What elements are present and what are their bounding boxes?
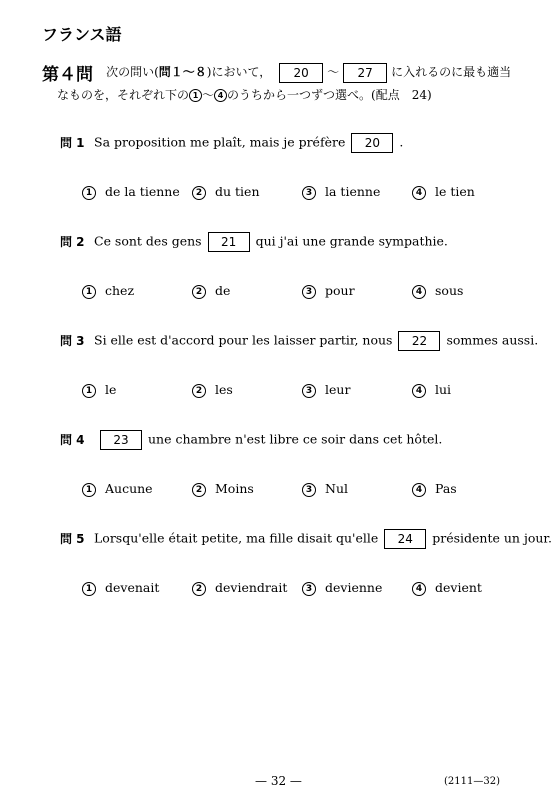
choice-text: du tien bbox=[215, 184, 260, 199]
instruction-pre: 次の問い( bbox=[106, 65, 159, 79]
item-text-after: . bbox=[399, 134, 404, 150]
item-5-prompt bbox=[60, 529, 552, 549]
choice-text: Pas bbox=[435, 481, 457, 496]
circled-number-icon: 3 bbox=[302, 186, 316, 200]
circled-number-icon: 4 bbox=[412, 285, 426, 299]
question-header bbox=[42, 60, 511, 85]
choice-text: de bbox=[215, 283, 231, 298]
circled-number-icon: 2 bbox=[192, 186, 206, 200]
item-text-before: Ce sont des gens bbox=[94, 233, 202, 249]
line2-pre: なものを，それぞれ下の bbox=[57, 88, 190, 102]
choice-2[interactable] bbox=[192, 283, 230, 299]
item-label: 問 5 bbox=[60, 531, 85, 546]
choice-text: Moins bbox=[215, 481, 254, 496]
answer-box: 20 bbox=[351, 133, 393, 153]
choice-text: la tienne bbox=[325, 184, 381, 199]
choice-4[interactable] bbox=[412, 481, 457, 497]
item-label: 問 2 bbox=[60, 234, 85, 249]
page-code: (2111—32) bbox=[444, 776, 500, 787]
item-3-prompt bbox=[60, 331, 538, 351]
choice-text: les bbox=[215, 382, 233, 397]
page-number: — 32 — bbox=[255, 774, 302, 788]
choice-3[interactable] bbox=[302, 382, 350, 398]
item-text-after: qui j'ai une grande sympathie. bbox=[255, 233, 448, 249]
choice-4[interactable] bbox=[412, 580, 482, 596]
choice-1[interactable] bbox=[82, 283, 134, 299]
circled-number-icon: 2 bbox=[192, 483, 206, 497]
circled-number-icon: 1 bbox=[189, 89, 202, 102]
choice-1[interactable] bbox=[82, 382, 116, 398]
circled-number-icon: 1 bbox=[82, 483, 96, 497]
item-text-before: Sa proposition me plaît, mais je préfère bbox=[94, 134, 346, 150]
choice-2[interactable] bbox=[192, 481, 254, 497]
circled-number-icon: 4 bbox=[214, 89, 227, 102]
line2-post: のうちから一つずつ選べ。(配点 24) bbox=[227, 88, 432, 102]
choice-text: lui bbox=[435, 382, 452, 397]
question-number: 第４問 bbox=[42, 65, 93, 85]
answer-box: 21 bbox=[208, 232, 250, 252]
circled-number-icon: 3 bbox=[302, 483, 316, 497]
choice-text: chez bbox=[105, 283, 135, 298]
line2-tilde: ～ bbox=[202, 88, 215, 102]
subject-title: フランス語 bbox=[42, 25, 122, 44]
item-label: 問 3 bbox=[60, 333, 85, 348]
answer-box: 22 bbox=[398, 331, 440, 351]
choice-3[interactable] bbox=[302, 283, 355, 299]
item-text-after: sommes aussi. bbox=[446, 332, 539, 348]
question-instruction-line2 bbox=[57, 86, 432, 103]
choice-1[interactable] bbox=[82, 580, 159, 596]
item-2-prompt bbox=[60, 232, 448, 252]
question-instruction bbox=[106, 65, 511, 79]
answer-box-start: 20 bbox=[279, 63, 323, 83]
choice-text: Nul bbox=[325, 481, 348, 496]
answer-box: 24 bbox=[384, 529, 426, 549]
choice-3[interactable] bbox=[302, 184, 380, 200]
choice-2[interactable] bbox=[192, 382, 233, 398]
choice-text: deviendrait bbox=[215, 580, 288, 595]
instruction-range: 問１～８ bbox=[158, 65, 207, 79]
choice-1[interactable] bbox=[82, 184, 180, 200]
choice-2[interactable] bbox=[192, 184, 260, 200]
circled-number-icon: 3 bbox=[302, 285, 316, 299]
answer-box: 23 bbox=[100, 430, 142, 450]
choice-text: devenait bbox=[105, 580, 160, 595]
choice-text: Aucune bbox=[105, 481, 153, 496]
circled-number-icon: 1 bbox=[82, 582, 96, 596]
item-text-after: présidente un jour. bbox=[432, 530, 552, 546]
circled-number-icon: 3 bbox=[302, 384, 316, 398]
circled-number-icon: 2 bbox=[192, 384, 206, 398]
item-text-after: une chambre n'est libre ce soir dans cet hôtel. bbox=[148, 431, 443, 447]
choice-text: le bbox=[105, 382, 117, 397]
choice-4[interactable] bbox=[412, 184, 475, 200]
choice-2[interactable] bbox=[192, 580, 287, 596]
item-4-prompt bbox=[60, 430, 442, 450]
circled-number-icon: 2 bbox=[192, 582, 206, 596]
choice-text: devient bbox=[435, 580, 482, 595]
answer-box-end: 27 bbox=[343, 63, 387, 83]
choice-text: devienne bbox=[325, 580, 383, 595]
item-label: 問 4 bbox=[60, 432, 85, 447]
item-text-before: Lorsqu'elle était petite, ma fille disait qu'elle bbox=[94, 530, 379, 546]
choice-4[interactable] bbox=[412, 382, 451, 398]
circled-number-icon: 4 bbox=[412, 384, 426, 398]
instruction-post: に入れるのに最も適当 bbox=[391, 65, 512, 79]
choice-3[interactable] bbox=[302, 580, 382, 596]
circled-number-icon: 2 bbox=[192, 285, 206, 299]
instruction-mid: )において， bbox=[206, 65, 272, 79]
choice-text: pour bbox=[325, 283, 355, 298]
choice-1[interactable] bbox=[82, 481, 153, 497]
choice-text: leur bbox=[325, 382, 351, 397]
circled-number-icon: 3 bbox=[302, 582, 316, 596]
item-label: 問 1 bbox=[60, 135, 85, 150]
instruction-tilde: ～ bbox=[327, 65, 340, 79]
choice-3[interactable] bbox=[302, 481, 348, 497]
item-text-before: Si elle est d'accord pour les laisser partir, nous bbox=[94, 332, 393, 348]
circled-number-icon: 1 bbox=[82, 384, 96, 398]
choice-text: le tien bbox=[435, 184, 475, 199]
item-1-prompt bbox=[60, 133, 403, 153]
circled-number-icon: 4 bbox=[412, 186, 426, 200]
circled-number-icon: 4 bbox=[412, 483, 426, 497]
choice-4[interactable] bbox=[412, 283, 463, 299]
choice-text: de la tienne bbox=[105, 184, 180, 199]
circled-number-icon: 1 bbox=[82, 285, 96, 299]
circled-number-icon: 1 bbox=[82, 186, 96, 200]
choice-text: sous bbox=[435, 283, 464, 298]
circled-number-icon: 4 bbox=[412, 582, 426, 596]
